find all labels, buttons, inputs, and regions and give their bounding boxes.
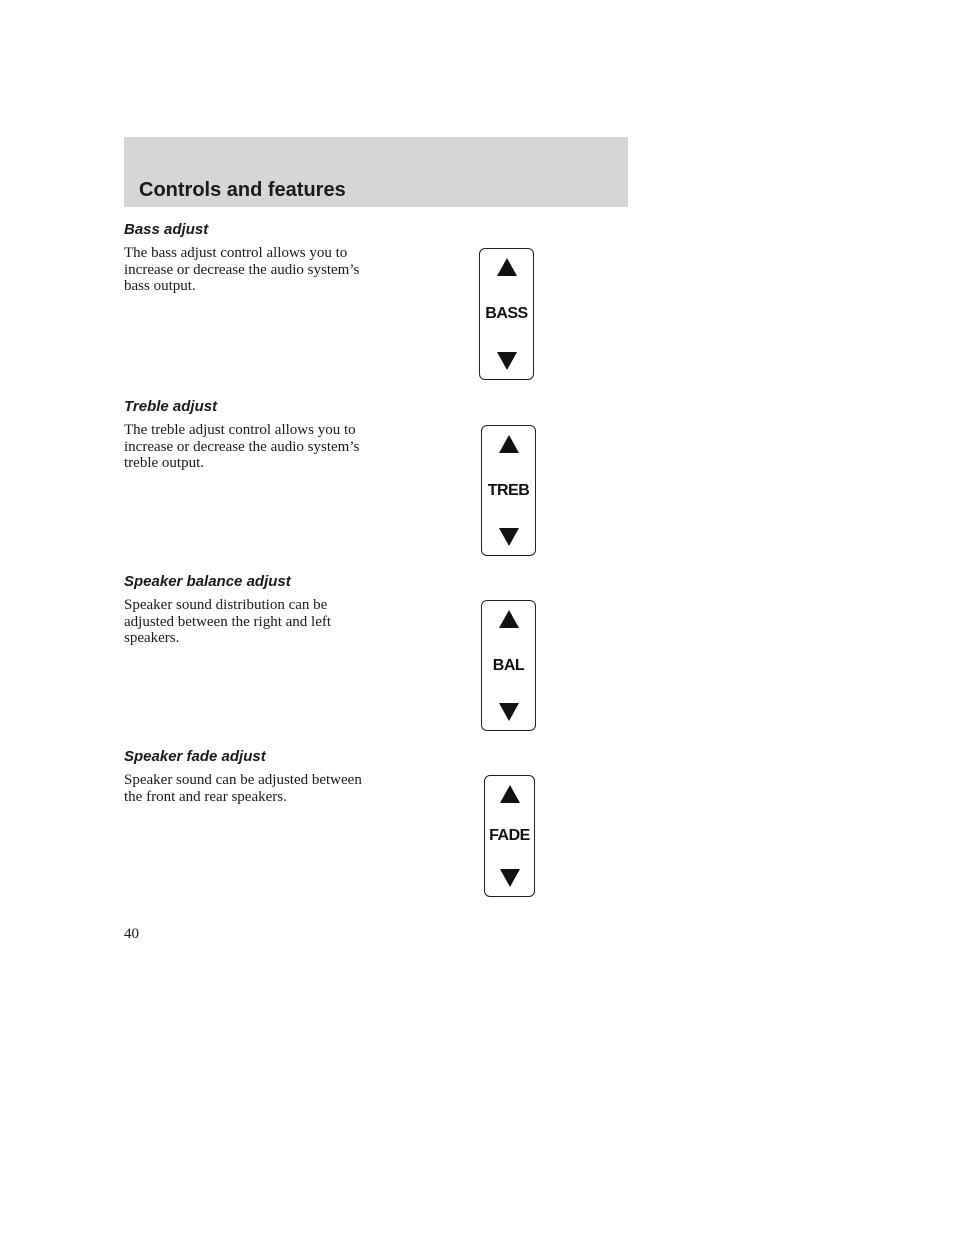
- fade-adjust-heading: Speaker fade adjust: [124, 748, 266, 765]
- fade-control-button[interactable]: [484, 775, 535, 897]
- triangle-down-icon[interactable]: [500, 869, 520, 887]
- balance-adjust-heading: Speaker balance adjust: [124, 573, 291, 590]
- page-number: 40: [124, 926, 139, 942]
- balance-adjust-section: [124, 573, 384, 647]
- treble-adjust-heading: Treble adjust: [124, 398, 218, 415]
- fade-control-label: FADE: [489, 827, 530, 844]
- fade-adjust-description: Speaker sound can be adjusted between the front and rear speakers.: [124, 772, 362, 805]
- balance-control-button[interactable]: [481, 600, 536, 731]
- section-header-band: [124, 137, 628, 207]
- balance-adjust-description: Speaker sound distribution can be adjusted between the right and left speakers.: [124, 597, 332, 646]
- bass-control-button[interactable]: [479, 248, 534, 380]
- triangle-up-icon[interactable]: [499, 610, 519, 628]
- treble-control-label: TREB: [487, 481, 530, 499]
- triangle-up-icon[interactable]: [500, 785, 520, 803]
- triangle-down-icon[interactable]: [499, 703, 519, 721]
- bass-adjust-description: The bass adjust control allows you to increase or decrease the audio system’s bass output.: [124, 245, 360, 294]
- bass-adjust-heading: Bass adjust: [124, 221, 209, 238]
- treble-adjust-section: [124, 398, 384, 472]
- balance-control-label: BAL: [492, 656, 525, 674]
- triangle-down-icon[interactable]: [497, 352, 517, 370]
- fade-adjust-section: [124, 748, 384, 805]
- treble-adjust-description: The treble adjust control allows you to increase or decrease the audio system’s treble output.: [124, 422, 360, 471]
- bass-control-label: BASS: [485, 305, 528, 322]
- triangle-up-icon[interactable]: [499, 435, 519, 453]
- treble-control-button[interactable]: [481, 425, 536, 556]
- page-title: Controls and features: [139, 179, 346, 201]
- bass-adjust-section: [124, 221, 384, 295]
- triangle-up-icon[interactable]: [497, 258, 517, 276]
- triangle-down-icon[interactable]: [499, 528, 519, 546]
